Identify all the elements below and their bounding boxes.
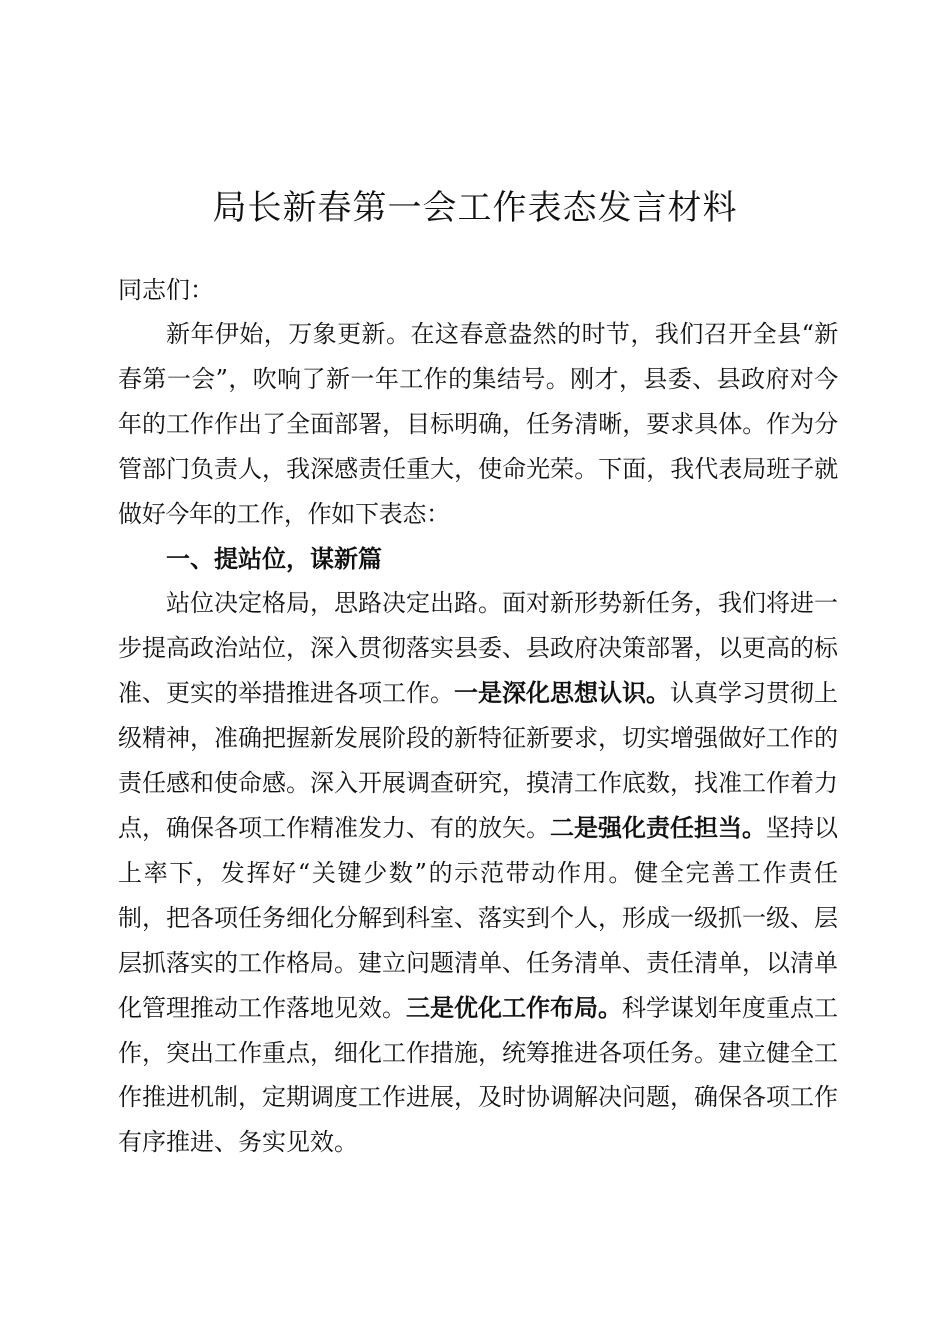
document-body xyxy=(118,268,838,1165)
section-heading: 一、提站位，谋新篇 xyxy=(166,544,382,573)
salutation: 同志们： xyxy=(118,276,214,304)
point-3-text: 科学谋划年度重点工作，突出工作重点，细化工作措施，统筹推进各项任务。建立健全工作推进机制，定期调度工作进展，及时协调解决问题，确保各项工作有序推进、务实见效。 xyxy=(118,993,838,1157)
point-1-text: 认真学习贯彻上级精神，准确把握新发展阶段的新特征新要求，切实增强做好工作的责任感和使命感。深入开展调查研究，摸清工作底数，找准工作着力点，确保各项工作精准发力、有的放矢。 xyxy=(118,679,838,842)
point-1-title: 一是深化思想认识。 xyxy=(454,679,670,708)
point-2-title: 二是强化责任担当。 xyxy=(550,813,766,842)
point-2-text: 坚持以上率下，发挥好“关键少数”的示范带动作用。健全完善工作责任制，把各项任务细化分解到科室、落实到个人，形成一级抓一级、层层抓落实的工作格局。建立问题清单、任务清单、责任清单，以清单化管理推动工作落地见效。 xyxy=(118,813,838,1022)
point-3-title: 三是优化工作布局。 xyxy=(406,993,622,1022)
section-lead: 站位决定格局，思路决定出路。面对新形势新任务，我们将进一步提高政治站位，深入贯彻落实县委、县政府决策部署，以更高的标准、更实的举措推进各项工作。 xyxy=(118,589,838,708)
section-paragraph xyxy=(118,581,838,1165)
document-title: 局长新春第一会工作表态发言材料 xyxy=(212,188,738,228)
intro-paragraph: 新年伊始，万象更新。在这春意盎然的时节，我们召开全县“新春第一会”，吹响了新一年工作的集结号。刚才，县委、县政府对今年的工作作出了全面部署，目标明确，任务清晰，要求具体。作为分管部门负责人，我深感责任重大，使命光荣。下面，我代表局班子就做好今年的工作，作如下表态： xyxy=(118,320,838,528)
